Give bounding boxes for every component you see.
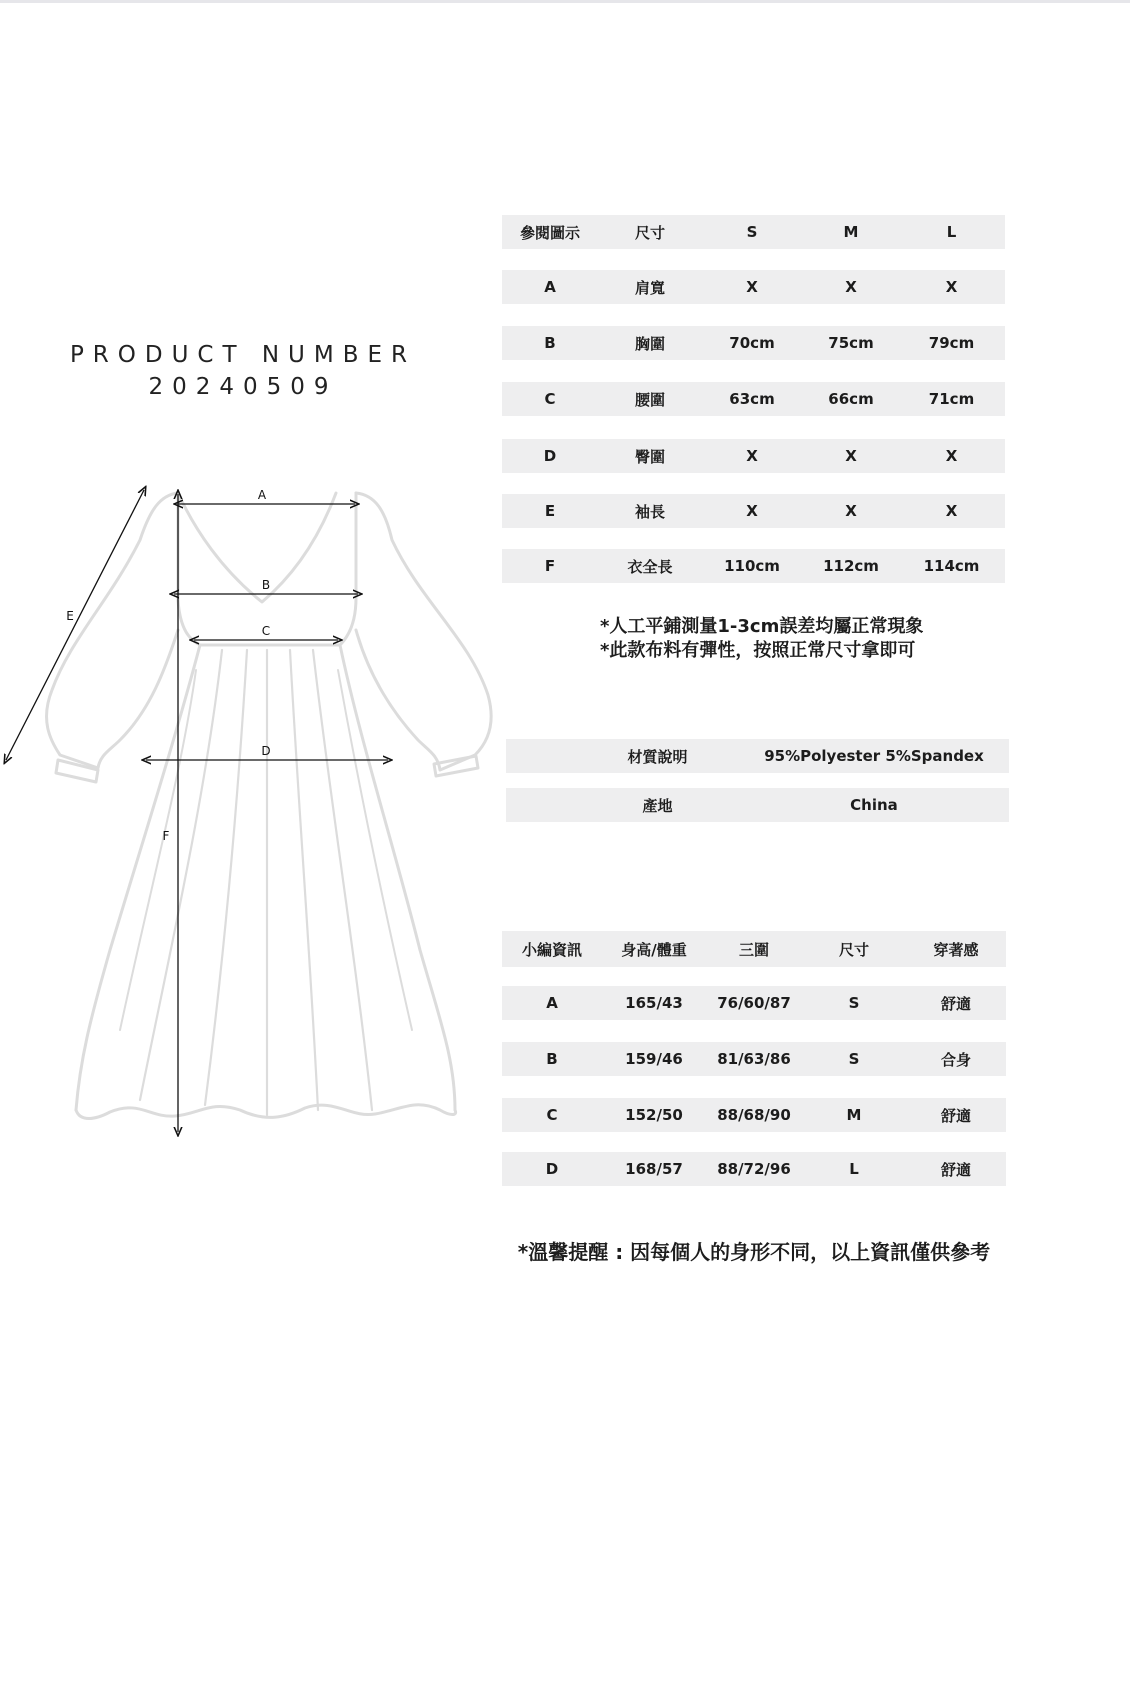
size-cell: X <box>945 502 958 520</box>
model-cell: 152/50 <box>625 1106 683 1124</box>
material-row <box>506 739 1009 773</box>
size-cell: F <box>544 557 556 575</box>
size-cell: D <box>543 447 557 465</box>
model-cell: 舒適 <box>940 1106 971 1125</box>
size-cell: 肩寬 <box>634 278 665 297</box>
size-header-cell: 尺寸 <box>634 223 665 242</box>
top-divider <box>0 0 1130 3</box>
size-cell: B <box>544 334 556 352</box>
size-cell: X <box>845 502 857 520</box>
model-cell: 76/60/87 <box>717 994 791 1012</box>
size-cell: X <box>746 502 758 520</box>
label-e: E <box>66 609 74 623</box>
product-number-label: PRODUCT NUMBER <box>69 342 417 368</box>
size-cell: 腰圍 <box>634 390 665 409</box>
size-table-row <box>502 326 1005 360</box>
size-cell: X <box>746 278 758 296</box>
model-table-row <box>502 1152 1006 1186</box>
model-cell: 舒適 <box>940 994 971 1013</box>
model-cell: 165/43 <box>625 994 683 1012</box>
product-number-value: 20240509 <box>148 374 338 400</box>
fabric-note: *此款布料有彈性，按照正常尺寸拿即可 <box>600 640 916 661</box>
size-cell: 胸圍 <box>634 334 665 353</box>
reminder-note: *溫馨提醒 : 因每個人的身形不同，以上資訊僅供參考 <box>517 1240 991 1264</box>
label-d: D <box>261 744 271 758</box>
label-a: A <box>257 488 267 502</box>
size-cell: A <box>544 278 556 296</box>
size-cell: E <box>544 502 556 520</box>
origin-key: 產地 <box>642 796 673 815</box>
model-table-row <box>502 1098 1006 1132</box>
model-cell: A <box>546 994 558 1012</box>
model-table-header <box>502 931 1006 967</box>
size-table-row <box>502 382 1005 416</box>
size-cell: 臀圍 <box>634 447 665 466</box>
label-f: F <box>162 829 170 843</box>
size-cell: 袖長 <box>634 502 665 521</box>
size-header-cell: L <box>946 223 957 241</box>
size-table-header <box>502 215 1005 249</box>
model-table-row <box>502 1042 1006 1076</box>
size-header-cell: M <box>843 223 859 241</box>
model-cell: 159/46 <box>625 1050 683 1068</box>
size-table-row <box>502 494 1005 528</box>
size-cell: 75cm <box>828 334 874 352</box>
size-cell: C <box>544 390 556 408</box>
model-cell: D <box>545 1160 559 1178</box>
size-cell: 衣全長 <box>627 557 673 576</box>
size-table-row <box>502 270 1005 304</box>
model-cell: B <box>546 1050 558 1068</box>
size-header-cell: S <box>746 223 758 241</box>
model-cell: 合身 <box>940 1050 971 1069</box>
model-cell: M <box>846 1106 862 1124</box>
model-header-cell: 身高/體重 <box>621 940 687 959</box>
size-cell: 71cm <box>928 390 975 408</box>
size-cell: 70cm <box>729 334 775 352</box>
model-header-cell: 穿著感 <box>933 940 979 959</box>
size-cell: 112cm <box>823 557 879 575</box>
measurement-note: *人工平鋪測量1-3cm誤差均屬正常現象 <box>600 616 924 637</box>
material-key: 材質說明 <box>627 747 688 766</box>
size-cell: X <box>845 447 857 465</box>
model-header-cell: 尺寸 <box>838 940 869 959</box>
size-cell: X <box>845 278 857 296</box>
model-cell: 舒適 <box>940 1160 971 1179</box>
model-cell: C <box>546 1106 558 1124</box>
label-b: B <box>261 578 271 592</box>
size-cell: X <box>945 278 958 296</box>
dress-measurement-diagram <box>0 470 500 1150</box>
size-cell: 114cm <box>923 557 980 575</box>
model-cell: 88/68/90 <box>717 1106 791 1124</box>
size-cell: X <box>746 447 758 465</box>
model-cell: L <box>849 1160 859 1178</box>
model-table-row <box>502 986 1006 1020</box>
size-table-row <box>502 439 1005 473</box>
model-cell: S <box>848 994 860 1012</box>
model-header-cell: 三圍 <box>738 940 769 959</box>
origin-row <box>506 788 1009 822</box>
size-cell: X <box>945 447 958 465</box>
model-cell: 168/57 <box>625 1160 683 1178</box>
size-table-row <box>502 549 1005 583</box>
size-header-cell: 參閱圖示 <box>519 223 580 242</box>
model-cell: S <box>848 1050 860 1068</box>
model-cell: 81/63/86 <box>717 1050 791 1068</box>
model-header-cell: 小編資訊 <box>521 940 582 959</box>
size-cell: 110cm <box>724 557 780 575</box>
material-value: 95%Polyester 5%Spandex <box>764 747 984 765</box>
label-c: C <box>261 624 271 638</box>
size-cell: 63cm <box>729 390 775 408</box>
model-cell: 88/72/96 <box>717 1160 791 1178</box>
size-cell: 66cm <box>828 390 874 408</box>
origin-value: China <box>850 796 898 814</box>
size-cell: 79cm <box>928 334 975 352</box>
